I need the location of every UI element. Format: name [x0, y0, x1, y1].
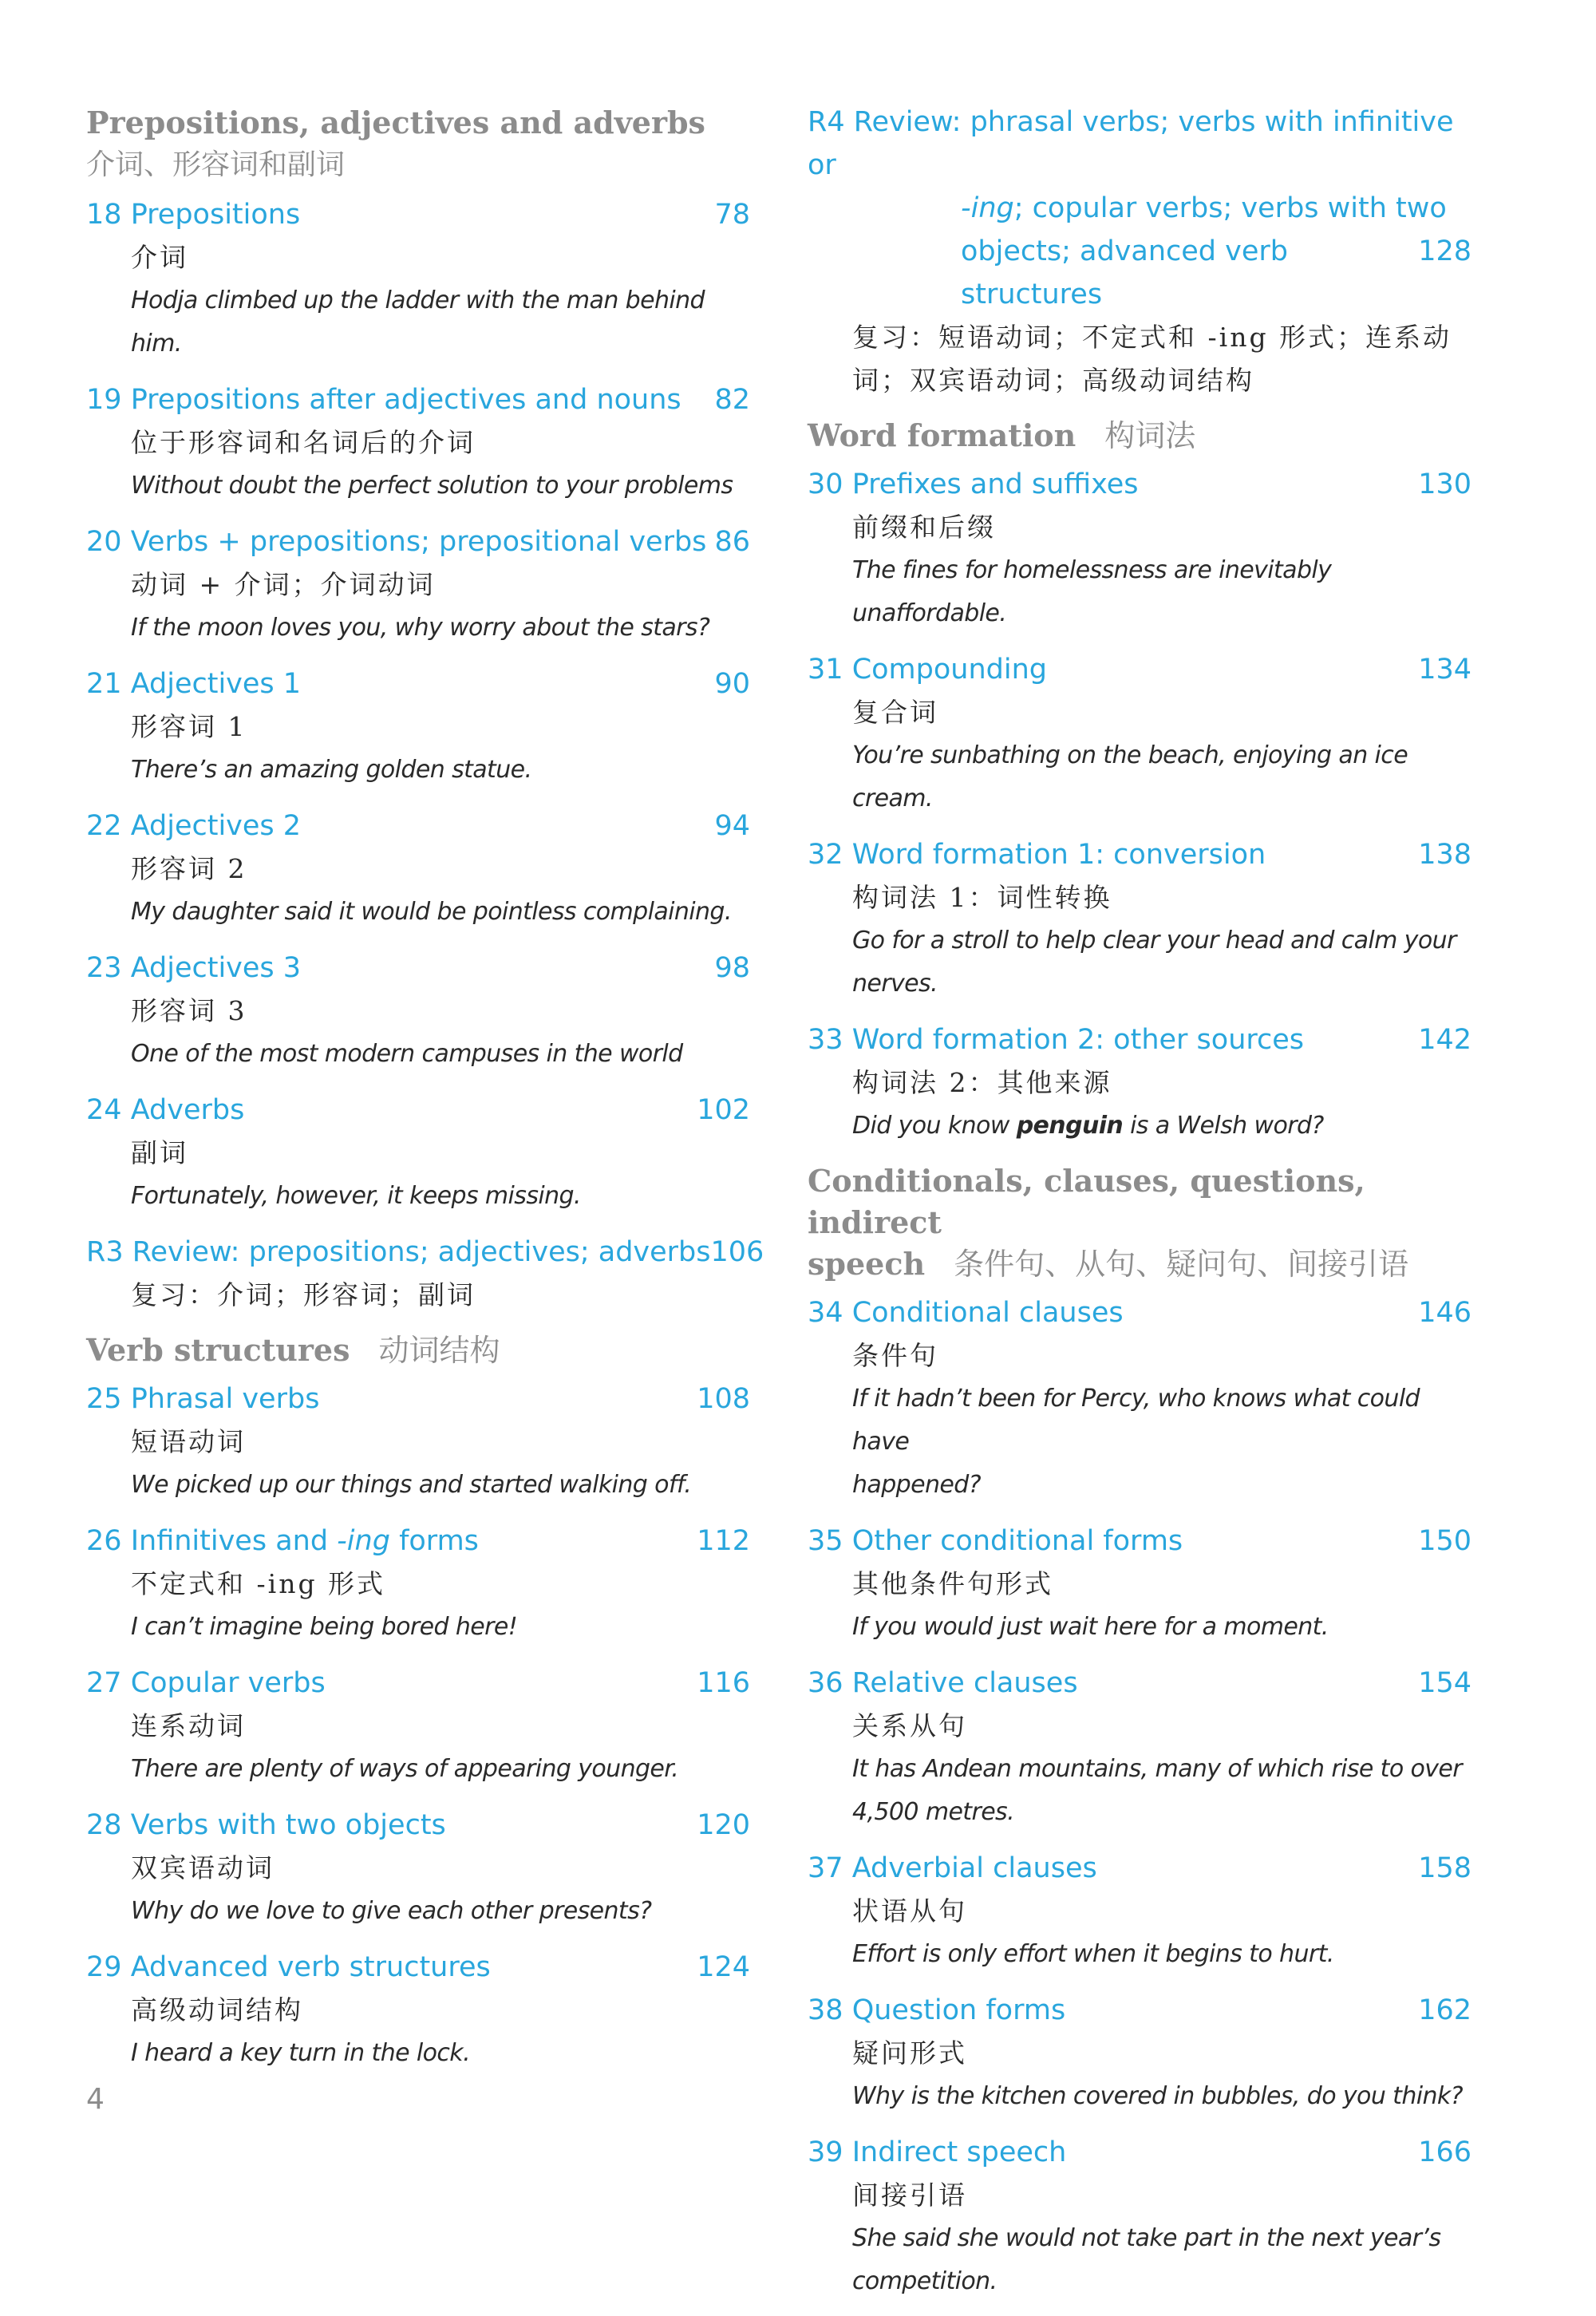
review-entry-r4[interactable]: [808, 101, 1472, 402]
unit-example-sentence: If the moon loves you, why worry about the stars?: [131, 614, 710, 642]
unit-entry[interactable]: [86, 520, 750, 650]
section-heading-prepositions: [86, 102, 750, 187]
unit-title-zh: 前缀和后缀: [852, 512, 996, 543]
unit-title[interactable]: 30 Prefixes and suffixes: [808, 468, 1139, 500]
unit-entry[interactable]: [86, 1662, 750, 1791]
section-title-en: speech: [808, 1246, 926, 1282]
unit-title-zh: 形容词 1: [131, 711, 247, 742]
section-title-zh: 介词、形容词和副词: [86, 148, 346, 181]
unit-example-sentence: competition.: [852, 2267, 998, 2295]
unit-entry[interactable]: [808, 1989, 1472, 2118]
page-number-ref: 150: [1418, 1525, 1472, 1557]
unit-entry[interactable]: [86, 193, 750, 366]
review-title-line: ; copular verbs; verbs with two: [1013, 192, 1447, 224]
unit-title[interactable]: 35 Other conditional forms: [808, 1525, 1183, 1557]
unit-entry[interactable]: [86, 947, 750, 1076]
unit-example-sentence: You’re sunbathing on the beach, enjoying an ice cream.: [852, 741, 1408, 812]
page-number-ref: 154: [1418, 1667, 1472, 1699]
page-number-ref: 94: [714, 810, 750, 842]
unit-example-sentence: I can’t imagine being bored here!: [131, 1613, 518, 1641]
review-title[interactable]: R3 Review: prepositions; adjectives; adverbs: [86, 1236, 711, 1268]
page-number-ref: 166: [1418, 2136, 1472, 2168]
unit-example-sentence: Hodja climbed up the ladder with the man behind him.: [131, 287, 705, 358]
unit-title[interactable]: 31 Compounding: [808, 654, 1047, 686]
review-title-line[interactable]: R4 Review: phrasal verbs; verbs with infinitive or: [808, 106, 1454, 181]
unit-title[interactable]: 18 Prepositions: [86, 199, 301, 231]
unit-title-zh: 不定式和 -ing 形式: [131, 1568, 386, 1599]
unit-title[interactable]: 23 Adjectives 3: [86, 952, 302, 984]
unit-example-sentence: Effort is only effort when it begins to hurt.: [852, 1940, 1334, 1968]
page-number-ref: 102: [697, 1094, 750, 1126]
unit-example-sentence: Why do we love to give each other presents?: [131, 1897, 652, 1925]
unit-entry[interactable]: [86, 1804, 750, 1933]
unit-title[interactable]: 22 Adjectives 2: [86, 810, 302, 842]
unit-title-zh: 关系从句: [852, 1710, 967, 1741]
page-number-ref: 82: [714, 384, 750, 416]
unit-title[interactable]: 36 Relative clauses: [808, 1667, 1078, 1699]
page-number-ref: 130: [1418, 468, 1472, 500]
unit-example-sentence: happened?: [852, 1471, 981, 1499]
unit-example-sentence: Why is the kitchen covered in bubbles, do you think?: [852, 2082, 1463, 2110]
section-title-en: Prepositions, adjectives and adverbs: [86, 105, 705, 140]
unit-title-zh: 构词法 1：词性转换: [852, 882, 1112, 913]
unit-example-sentence: My daughter said it would be pointless complaining.: [131, 898, 732, 926]
review-title-italic: -ing: [961, 192, 1014, 224]
section-heading-conditionals: [808, 1160, 1472, 1285]
unit-title[interactable]: 21 Adjectives 1: [86, 668, 302, 700]
section-title-en: Word formation: [808, 417, 1077, 453]
page-number-ref: 146: [1418, 1297, 1472, 1329]
unit-entry[interactable]: [86, 1089, 750, 1218]
unit-example-sentence: Without doubt the perfect solution to your problems: [131, 472, 733, 500]
unit-title-zh: 介词: [131, 242, 188, 273]
section-title-zh: 动词结构: [378, 1333, 500, 1368]
page-number-ref: 134: [1418, 654, 1472, 686]
unit-entry[interactable]: [86, 378, 750, 508]
section-title-en: Conditionals, clauses, questions, indirect: [808, 1163, 1365, 1240]
page-number-ref: 78: [714, 199, 750, 231]
unit-example-sentence: We picked up our things and started walking off.: [131, 1471, 692, 1499]
unit-title-zh: 间接引语: [852, 2180, 967, 2211]
unit-title[interactable]: 28 Verbs with two objects: [86, 1809, 446, 1841]
unit-entry[interactable]: [86, 1377, 750, 1507]
unit-example-sentence: One of the most modern campuses in the world: [131, 1040, 683, 1068]
page-number-ref: 162: [1418, 1994, 1472, 2026]
unit-example-sentence: Go for a stroll to help clear your head and calm your: [852, 927, 1456, 954]
right-column: [808, 101, 1472, 2316]
page-number-ref: 138: [1418, 839, 1472, 871]
unit-entry[interactable]: [86, 1946, 750, 2075]
unit-title-zh: 短语动词: [131, 1426, 246, 1457]
section-title-zh: 构词法: [1104, 418, 1196, 453]
page-number-ref: 116: [697, 1667, 750, 1699]
unit-title[interactable]: 32 Word formation 1: conversion: [808, 839, 1266, 871]
section-title-zh: 条件句、从句、疑问句、间接引语: [954, 1247, 1409, 1282]
unit-entry[interactable]: [808, 1291, 1472, 1507]
left-column: [86, 102, 764, 2088]
unit-title[interactable]: 25 Phrasal verbs: [86, 1383, 320, 1415]
unit-title-zh: 疑问形式: [852, 2037, 967, 2069]
unit-example-sentence: There are plenty of ways of appearing younger.: [131, 1755, 679, 1783]
unit-title[interactable]: 19 Prepositions after adjectives and nouns: [86, 384, 681, 416]
page-number: 4: [86, 2083, 105, 2116]
unit-title-zh: 形容词 2: [131, 853, 247, 884]
unit-example-sentence: The fines for homelessness are inevitably unaffordable.: [852, 556, 1332, 627]
unit-title-zh: 状语从句: [852, 1895, 967, 1927]
unit-title[interactable]: 27 Copular verbs: [86, 1667, 326, 1699]
unit-title[interactable]: 34 Conditional clauses: [808, 1297, 1124, 1329]
unit-title[interactable]: 26 Infinitives and -ing forms: [86, 1525, 479, 1557]
unit-entry[interactable]: [808, 463, 1472, 635]
unit-example-sentence: Fortunately, however, it keeps missing.: [131, 1182, 581, 1210]
page-number-ref: 124: [697, 1951, 750, 1983]
unit-title[interactable]: 38 Question forms: [808, 1994, 1066, 2026]
unit-title-zh: 其他条件句形式: [852, 1568, 1053, 1599]
unit-title-zh: 双宾语动词: [131, 1852, 275, 1883]
unit-entry[interactable]: [808, 648, 1472, 820]
page-number-ref: 112: [697, 1525, 750, 1557]
unit-title-zh: 复合词: [852, 697, 938, 728]
unit-title-zh: 构词法 2：其他来源: [852, 1067, 1112, 1098]
unit-example-sentence: If it hadn’t been for Percy, who knows what could have: [852, 1385, 1420, 1456]
review-title-zh: 词；双宾语动词；高级动词结构: [852, 365, 1254, 396]
page-number-ref: 142: [1418, 1024, 1472, 1056]
unit-entry[interactable]: [808, 1018, 1472, 1148]
unit-entry[interactable]: [808, 1520, 1472, 1649]
unit-example-sentence: It has Andean mountains, many of which rise to over: [852, 1755, 1463, 1783]
unit-title-zh: 副词: [131, 1137, 188, 1168]
unit-entry[interactable]: [808, 2131, 1472, 2303]
review-title-zh: 复习：短语动词；不定式和 -ing 形式；连系动: [852, 322, 1452, 353]
review-entry-r3[interactable]: [86, 1231, 764, 1317]
page-number-ref: 86: [714, 526, 750, 558]
unit-entry[interactable]: [808, 833, 1472, 1006]
unit-title-zh: 高级动词结构: [131, 1994, 303, 2026]
unit-example-sentence: She said she would not take part in the next year’s: [852, 2224, 1441, 2252]
unit-entry[interactable]: [808, 1662, 1472, 1834]
unit-example-sentence: There’s an amazing golden statue.: [131, 756, 532, 784]
unit-example-sentence: 4,500 metres.: [852, 1798, 1015, 1826]
unit-example-sentence: nerves.: [852, 970, 938, 998]
section-title-en: Verb structures: [86, 1332, 350, 1368]
page-number-ref: 108: [697, 1383, 750, 1415]
unit-entry[interactable]: [86, 804, 750, 934]
unit-example-sentence: Did you know penguin is a Welsh word?: [852, 1112, 1324, 1140]
page-number-ref: 98: [714, 952, 750, 984]
unit-entry[interactable]: [808, 1847, 1472, 1976]
unit-title[interactable]: 33 Word formation 2: other sources: [808, 1024, 1305, 1056]
review-title-zh: 复习：介词；形容词；副词: [131, 1279, 476, 1310]
unit-example-sentence: If you would just wait here for a moment.: [852, 1613, 1329, 1641]
unit-title[interactable]: 29 Advanced verb structures: [86, 1951, 491, 1983]
unit-title[interactable]: 20 Verbs + prepositions; prepositional verbs: [86, 526, 707, 558]
section-heading-verb-structures: [86, 1330, 750, 1371]
unit-title-zh: 动词 + 介词；介词动词: [131, 569, 436, 600]
page-number-ref: 90: [714, 668, 750, 700]
unit-title[interactable]: 24 Adverbs: [86, 1094, 245, 1126]
page-number-ref: 158: [1418, 1852, 1472, 1884]
page-number-ref: 120: [697, 1809, 750, 1841]
unit-example-sentence: I heard a key turn in the lock.: [131, 2039, 470, 2067]
unit-title-zh: 形容词 3: [131, 995, 247, 1026]
review-title-line: objects; advanced verb structures: [961, 235, 1288, 310]
unit-entry[interactable]: [86, 662, 750, 792]
page-number-ref: 128: [1418, 235, 1472, 267]
unit-entry[interactable]: [86, 1520, 750, 1649]
section-heading-word-formation: [808, 415, 1472, 456]
unit-title-zh: 连系动词: [131, 1710, 246, 1741]
unit-title-zh: 条件句: [852, 1340, 938, 1371]
unit-title[interactable]: 37 Adverbial clauses: [808, 1852, 1097, 1884]
page-number-ref: 106: [710, 1236, 764, 1268]
unit-title-zh: 位于形容词和名词后的介词: [131, 427, 476, 458]
unit-title[interactable]: 39 Indirect speech: [808, 2136, 1067, 2168]
